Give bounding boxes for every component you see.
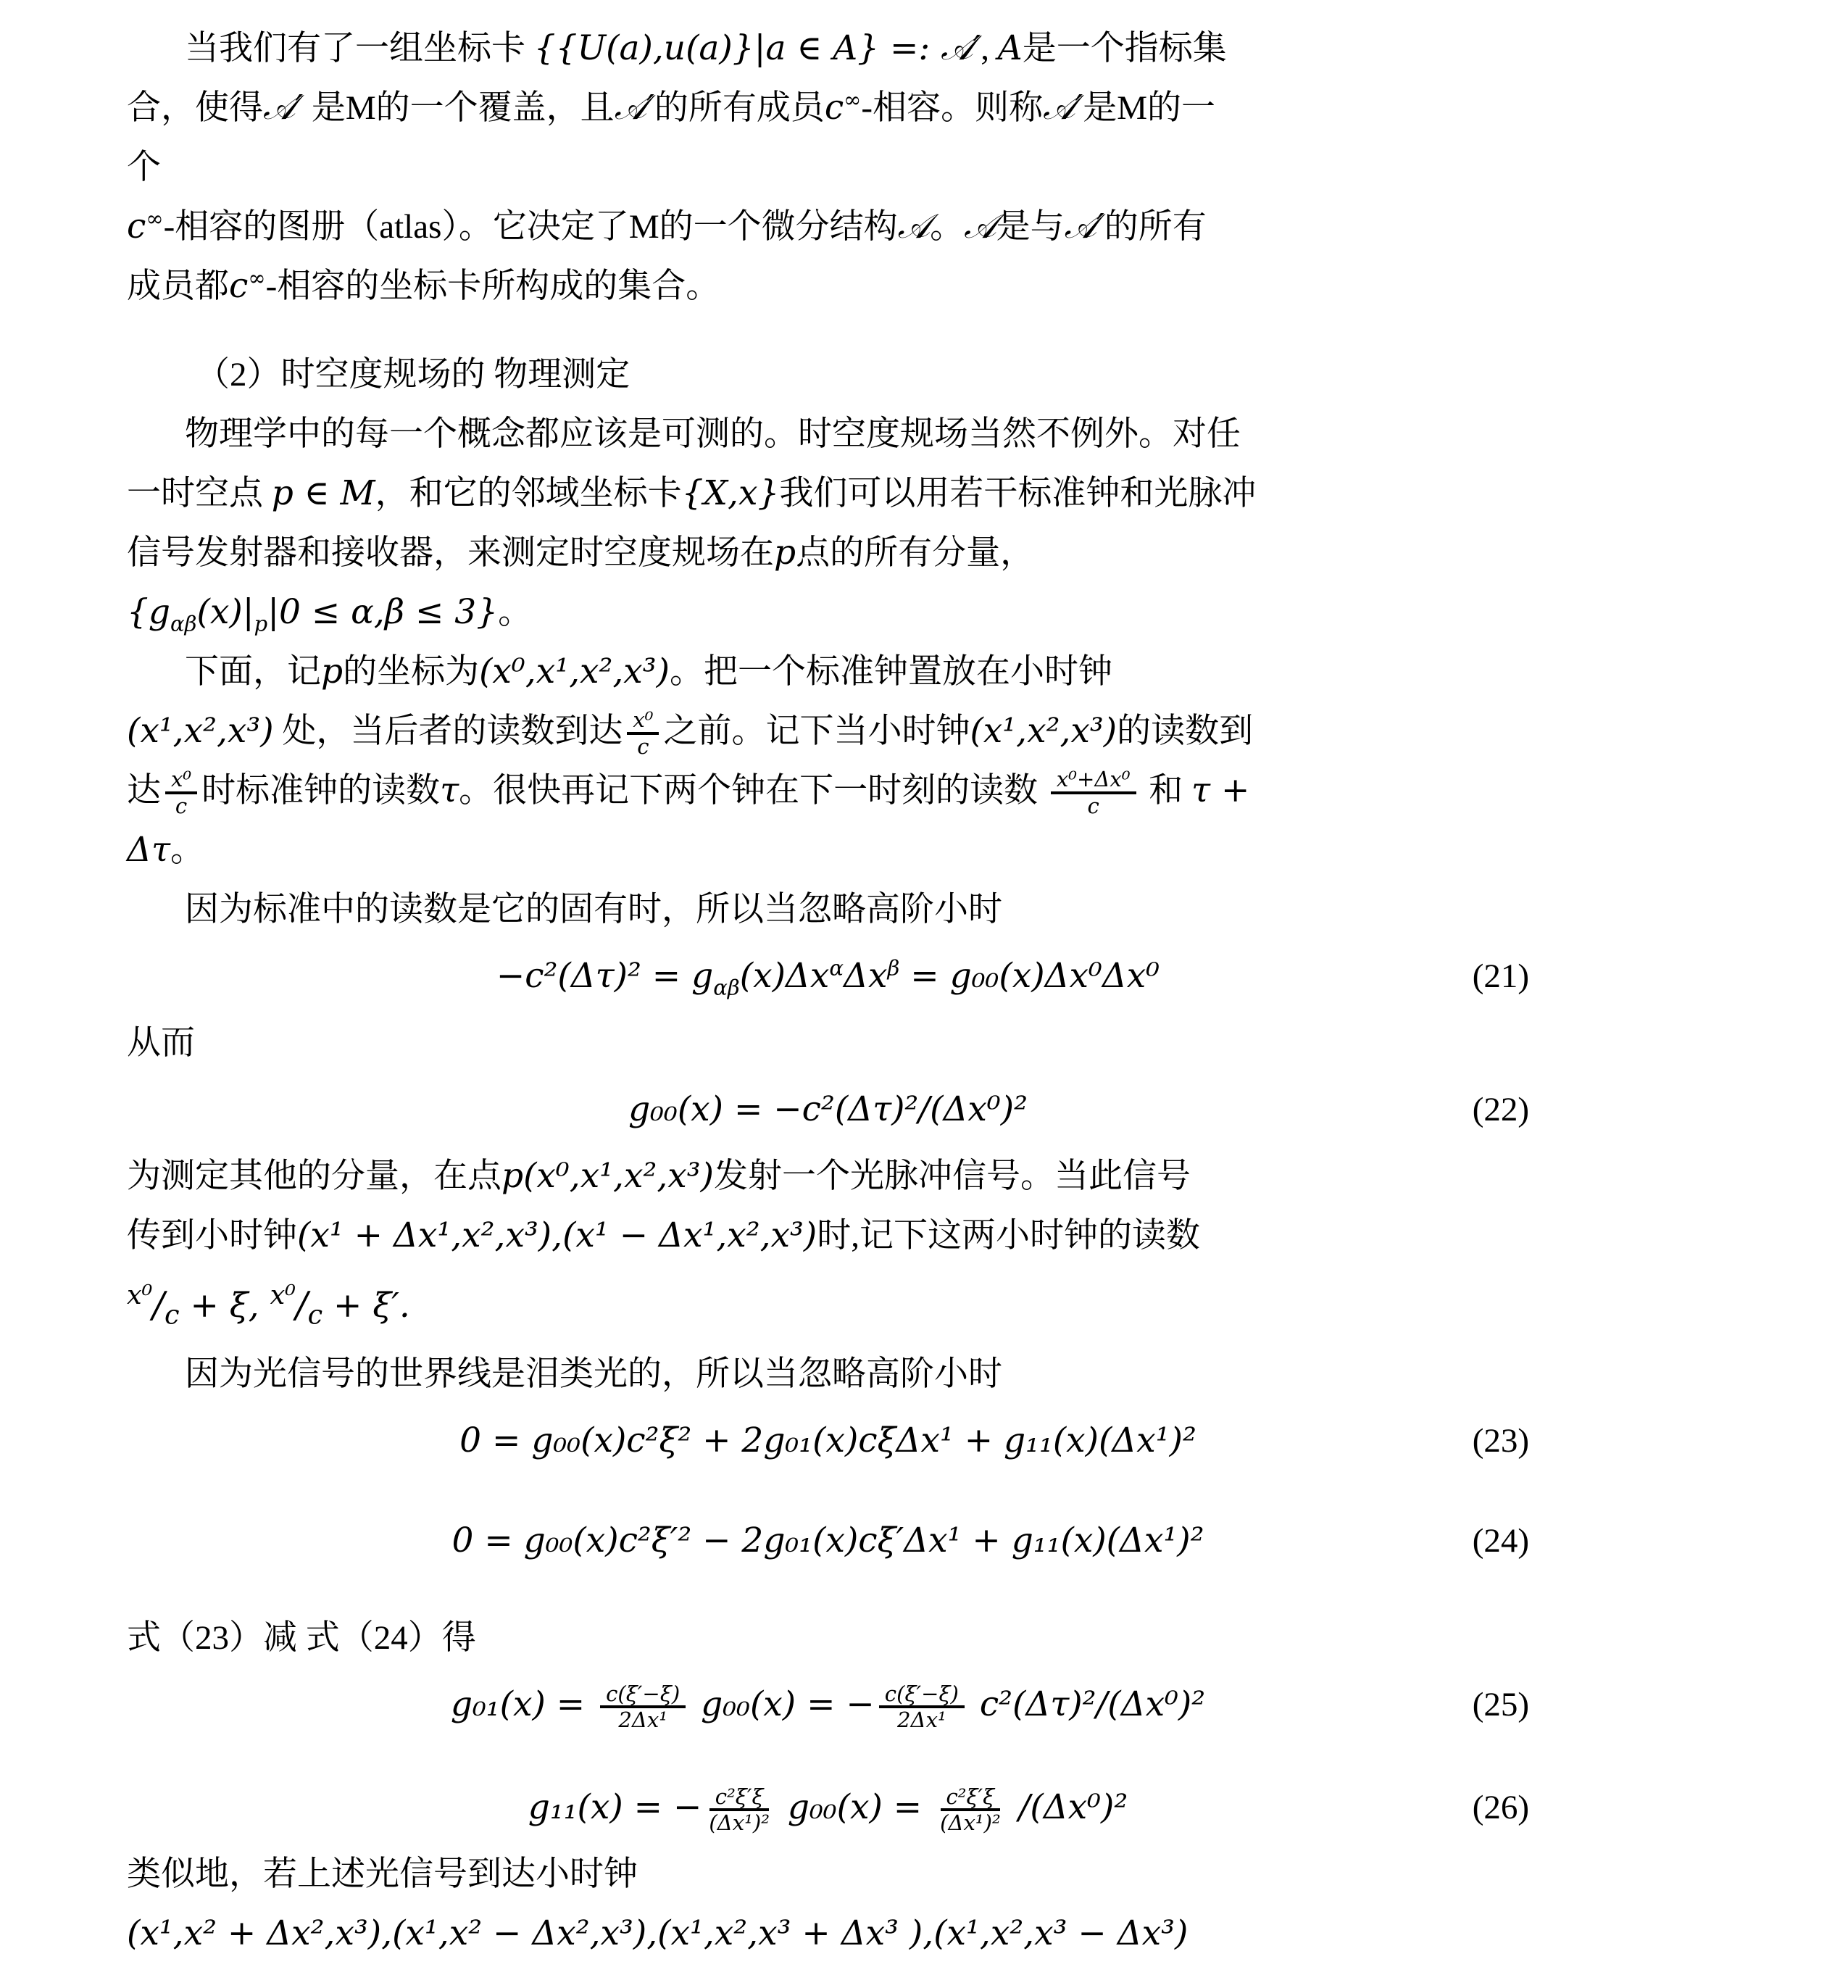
fraction-numerator: x⁰ (127, 1279, 153, 1310)
math-expression: 𝒜 (897, 207, 931, 246)
text-line (127, 1904, 1747, 1963)
text-line: Δτ。 (127, 830, 204, 870)
equation-number: (26) (1472, 1789, 1529, 1827)
fraction-numerator: x⁰+Δx⁰ (1051, 768, 1136, 794)
text-line: 因为光信号的世界线是泪类光的，所以当忽略高阶小时 (185, 1355, 1002, 1394)
text-line: 类似地，若上述光信号到达小时钟 (127, 1855, 638, 1894)
text-line: 成员都c∞-相容的坐标卡所构成的集合。 (127, 265, 720, 306)
fraction-denominator: c (1087, 794, 1099, 818)
math-expression: 0 = g₀₀(x)c²ξ² + 2g₀₁(x)cξΔx¹ + g₁₁(x)(Δx¹)² (459, 1421, 1196, 1461)
equation-content (459, 1422, 1196, 1460)
fraction (937, 1785, 1004, 1835)
math-expression (161, 767, 201, 818)
subscript: αβ (713, 975, 740, 1000)
fraction (706, 1785, 773, 1835)
fraction-denominator: c (165, 1299, 180, 1331)
math-expression: 0 = g₀₀(x)c²ξ′² − 2g₀₁(x)cξ′Δx¹ + g₁₁(x)(Δx¹)² (451, 1521, 1204, 1561)
equation-content (452, 1522, 1204, 1560)
equation-content (528, 1784, 1128, 1836)
math-expression: $^{x^0}$/c + ξ, $^{x^0}$/c + ξ′. (127, 1286, 410, 1326)
fraction-denominator: 2Δx¹ (618, 1708, 667, 1733)
fraction (600, 1682, 686, 1732)
math-expression: g₀₁(x) = $\frac{c(\xi'-\xi)}{\text{2Δx¹}}$ g₀₀(x) = − $\frac{c(\xi'-\xi)}{\text{2Δx¹}}$ c²(Δτ)²/(Δx⁰)² (450, 1681, 1206, 1733)
math-expression: (x¹,x²,x³) (127, 711, 274, 751)
spacer (127, 1742, 1747, 1771)
spacer (127, 316, 1747, 345)
equation-line (127, 1511, 1529, 1571)
superscript: ∞ (146, 206, 164, 231)
superscript: ∞ (844, 87, 862, 112)
fraction-denominator: c (637, 734, 649, 759)
equation-number: (22) (1472, 1091, 1529, 1128)
equation-line (127, 1411, 1529, 1471)
subscript: p (254, 611, 268, 636)
math-expression: {X,x} (681, 473, 780, 513)
bevelled-fraction (270, 1265, 323, 1344)
math-expression: 𝒜 (964, 207, 996, 246)
equation-content (450, 1681, 1206, 1733)
fraction (1051, 768, 1136, 818)
math-expression: p ∈ M (271, 473, 375, 513)
spacer (127, 1578, 1747, 1608)
fraction-denominator: 2Δx¹ (897, 1708, 946, 1733)
equation-number: (24) (1472, 1522, 1529, 1560)
fraction-numerator: x⁰ (165, 768, 197, 794)
spacer (127, 1478, 1747, 1504)
text-line: 信号发射器和接收器，来测定时空度规场在p点的所有分量， (127, 533, 1035, 573)
text-line: 一时空点 p ∈ M，和它的邻域坐标卡{X,x}我们可以用若干标准钟和光脉冲 (127, 473, 1257, 513)
fraction-denominator: c (175, 794, 188, 818)
math-expression: {{U(a),u(a)}|a ∈ A} =: 𝒜′ (533, 28, 981, 68)
math-expression: (x¹,x²,x³) (970, 711, 1117, 751)
fraction-denominator: (Δx¹)² (940, 1810, 1001, 1836)
text-line: 下面，记p的坐标为(x⁰,x¹,x²,x³)。把一个标准钟置放在小时钟 (185, 652, 1112, 691)
math-expression: $\{g_{\alpha\beta}(x)|_p|0 \le \alpha,\beta \le 3\}$ (127, 592, 499, 636)
math-expression (623, 707, 663, 759)
subscript: αβ (170, 611, 197, 636)
math-expression: 𝒜′ (614, 88, 654, 128)
math-expression: 𝒜′ (1043, 88, 1083, 128)
text-line: （2）时空度规场的 物理测定 (196, 356, 630, 394)
equation-line (127, 947, 1529, 1006)
fraction-numerator: c(ξ′−ξ) (600, 1682, 686, 1709)
fraction-numerator: x⁰ (627, 708, 659, 735)
text-line: $\{g_{\alpha\beta}(x)|_p|0 \le \alpha,\beta \le 3\}$。 (127, 592, 533, 636)
text-line: 物理学中的每一个概念都应该是可测的。时空度规场当然不例外。对任 (185, 415, 1241, 453)
text-line: 传到小时钟(x¹ + Δx¹,x²,x³),(x¹ − Δx¹,x²,x³)时,记下这两小时钟的读数 (127, 1215, 1200, 1255)
math-expression: Δτ (127, 830, 170, 870)
equation-content (628, 1091, 1028, 1128)
text-line: 合，使得𝒜′ 是M的一个覆盖，且𝒜′的所有成员c∞-相容。则称𝒜′是M的一 (127, 87, 1216, 128)
fraction-slash: / (152, 1284, 165, 1326)
fraction-denominator: c (307, 1299, 323, 1331)
equation-number: (25) (1472, 1686, 1529, 1724)
text-line: 为测定其他的分量，在点p(x⁰,x¹,x²,x³)发射一个光脉冲信号。当此信号 (127, 1156, 1191, 1196)
math-expression: (x¹,x² + Δx²,x³),(x¹,x² − Δx²,x³),(x¹,x²,x³ + Δx³ ),(x¹,x²,x³ − Δx³) (127, 1913, 1189, 1954)
math-expression: (x¹ + Δx¹,x²,x³),(x¹ − Δx¹,x²,x³) (297, 1215, 817, 1255)
math-expression: A (997, 28, 1023, 68)
equation-line (127, 1778, 1529, 1837)
text-line: 式（23）减 式（24）得 (127, 1619, 476, 1658)
fraction (165, 768, 197, 818)
superscript: ∞ (248, 265, 266, 291)
equation-line (127, 1675, 1529, 1734)
text-line: (x¹,x²,x³) 处，当后者的读数到达 $\frac{\text{x⁰}}{c}$ 之前。记下当小时钟(x¹,x²,x³)的读数到 (127, 707, 1254, 759)
fraction (879, 1682, 965, 1732)
math-expression: p(x⁰,x¹,x²,x³) (501, 1156, 714, 1196)
math-expression: τ (440, 770, 459, 810)
math-expression: 𝒜′ (1064, 207, 1104, 246)
math-expression: 𝒜′ (263, 88, 304, 128)
equation-number: (23) (1472, 1422, 1529, 1460)
fraction-numerator: c²ξ′ξ (709, 1785, 770, 1812)
math-expression: (x⁰,x¹,x²,x³) (479, 652, 670, 691)
text-line (127, 1265, 1747, 1344)
text-line: 因为标准中的读数是它的固有时，所以当忽略高阶小时 (185, 891, 1002, 928)
fraction-numerator: c²ξ′ξ (941, 1785, 1001, 1812)
fraction-numerator: c(ξ′−ξ) (879, 1682, 965, 1709)
equation-line (127, 1080, 1529, 1139)
text-line: 个 (127, 149, 161, 186)
equation-content (496, 955, 1160, 1000)
math-expression: g₁₁(x) = − $\frac{\text{c²ξ′ξ}}{\text{(Δx¹)²}}$ g₀₀(x) = $\frac{\text{c²ξ′ξ}}{\text{(Δx¹)²}}$ /(Δx⁰)² (528, 1784, 1128, 1836)
text-line: 从而 (127, 1024, 195, 1062)
math-expression: p (774, 533, 796, 573)
math-expression: c∞ (127, 206, 164, 246)
math-expression: c∞ (824, 87, 862, 128)
fraction (627, 708, 659, 758)
superscript: β (887, 955, 900, 981)
text-line: c∞-相容的图册（atlas）。它决定了M的一个微分结构𝒜。𝒜是与𝒜′的所有 (127, 206, 1207, 246)
text-line: 当我们有了一组坐标卡 {{U(a),u(a)}|a ∈ A} =: 𝒜′, A是一个指标集 (185, 28, 1227, 68)
math-expression (1046, 767, 1141, 818)
text-line: 达 $\frac{\text{x⁰}}{c}$ 时标准钟的读数τ。很快再记下两个钟在下一时刻的读数 $\frac{\text{x⁰+Δx⁰}}{c}$ 和 τ + (127, 767, 1250, 818)
superscript: α (829, 955, 844, 981)
equation-number: (21) (1472, 957, 1529, 995)
math-expression: c∞ (229, 265, 266, 306)
math-expression: g₀₀(x) = −c²(Δτ)²/(Δx⁰)² (628, 1089, 1028, 1129)
math-expression: p (321, 652, 344, 691)
fraction-slash: / (295, 1284, 308, 1326)
math-expression: $-c^2(\Delta\tau)^2 = g_{\alpha\beta}(x)\Delta x^\alpha\Delta x^\beta = g_{00}(x)\Delta x^0\Delta x^0$ (496, 955, 1160, 1000)
math-expression: τ + (1191, 770, 1250, 810)
fraction-denominator: (Δx¹)² (709, 1810, 770, 1836)
bevelled-fraction (127, 1265, 180, 1344)
fraction-numerator: x⁰ (270, 1279, 296, 1310)
